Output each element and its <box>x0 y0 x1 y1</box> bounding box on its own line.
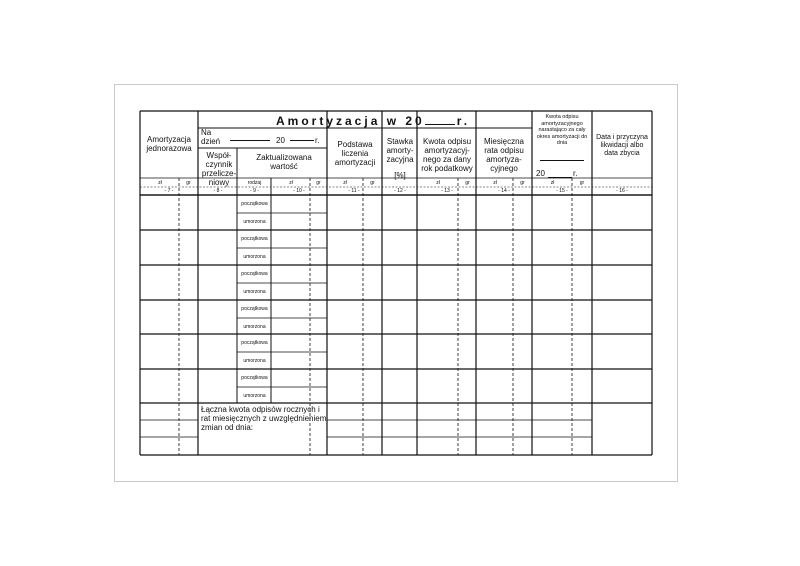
header-amortyzacja-jednorazowa: Amortyzacja jednorazowa <box>146 135 192 153</box>
narastajaco-year-blank[interactable] <box>548 177 572 178</box>
row-label-poczatkowa: początkowa <box>241 375 268 381</box>
colnum-12: - 12 - <box>394 188 406 194</box>
header-wspolczynnik: Współ-czynnik przelicze-niowy <box>201 151 237 187</box>
header-podstawa: Podstawa liczenia amortyzacji <box>334 140 376 167</box>
header-kwota-narastajaco: Kwota odpisu amortyzacyjnego narastająco za cały okres amortyzacji do dnia <box>536 114 588 146</box>
unit-zl-13: zł <box>436 180 440 186</box>
colnum-14: - 14 - <box>498 188 510 194</box>
row-label-poczatkowa: początkowa <box>241 306 268 312</box>
row-label-poczatkowa: początkowa <box>241 236 268 242</box>
row-label-umorzona: umorzona <box>243 289 266 295</box>
unit-zl-7: zł <box>158 180 162 186</box>
unit-zl-11: zł <box>343 180 347 186</box>
unit-zl-14: zł <box>493 180 497 186</box>
header-data-likwidacji: Data i przyczyna likwidacji albo data zbycia <box>596 134 648 157</box>
row-label-poczatkowa: początkowa <box>241 340 268 346</box>
row-label-umorzona: umorzona <box>243 324 266 330</box>
row-label-poczatkowa: początkowa <box>241 271 268 277</box>
colnum-8: - 8 - <box>213 188 223 194</box>
unit-gr-15: gr <box>579 180 585 186</box>
colnum-7: - 7 - <box>164 188 174 194</box>
unit-gr-10: gr <box>316 180 321 186</box>
colnum-13: - 13 - <box>441 188 453 194</box>
header-kwota-odpisu: Kwota odpisu amortyzacyj-nego za dany rok podatkowy <box>421 137 473 173</box>
colnum-16: - 16 - <box>616 188 628 194</box>
narastajaco-day-blank[interactable] <box>540 160 584 161</box>
unit-gr-13: gr <box>465 180 470 186</box>
na-dzien-r: r. <box>315 136 320 145</box>
title-year-blank[interactable] <box>425 115 455 125</box>
unit-gr-11: gr <box>370 180 375 186</box>
unit-zl-15: zł <box>550 180 555 186</box>
unit-gr-7: gr <box>186 180 191 186</box>
header-na-dzien: Na dzień <box>201 128 221 146</box>
row-label-umorzona: umorzona <box>243 358 266 364</box>
narastajaco-r: r. <box>573 169 578 178</box>
header-miesieczna-rata: Miesięczna rata odpisu amortyza-cyjnego <box>483 137 524 173</box>
row-label-umorzona: umorzona <box>243 219 266 225</box>
header-stawka-unit: [%] <box>394 171 406 180</box>
na-dzien-day-blank[interactable] <box>230 140 270 141</box>
unit-rodzaj: rodzaj <box>247 180 262 186</box>
colnum-9: - 9 - <box>250 188 259 194</box>
row-label-poczatkowa: początkowa <box>241 201 268 207</box>
header-zaktualizowana-wartosc: Zaktualizowana wartość <box>256 153 312 171</box>
form-title <box>276 114 470 128</box>
unit-zl-10: zł <box>289 180 293 186</box>
summary-label: Łączna kwota odpisów rocznych i rat miesięcznych z uwzględnieniem zmian od dnia: <box>201 405 327 432</box>
colnum-10: - 10 - <box>293 188 305 194</box>
na-dzien-year: 20 <box>276 136 285 145</box>
colnum-11: - 11 - <box>348 188 360 194</box>
unit-gr-14: gr <box>520 180 525 186</box>
row-label-umorzona: umorzona <box>243 393 266 399</box>
colnum-15: - 15 - <box>556 188 568 194</box>
title-prefix: Amortyzacja w 20 <box>276 114 425 128</box>
na-dzien-year-blank[interactable] <box>290 140 314 141</box>
narastajaco-year: 20 <box>536 169 545 178</box>
header-stawka: Stawka amorty-zacyjna <box>386 137 414 164</box>
row-label-umorzona: umorzona <box>243 254 266 260</box>
title-suffix: r. <box>456 114 471 128</box>
